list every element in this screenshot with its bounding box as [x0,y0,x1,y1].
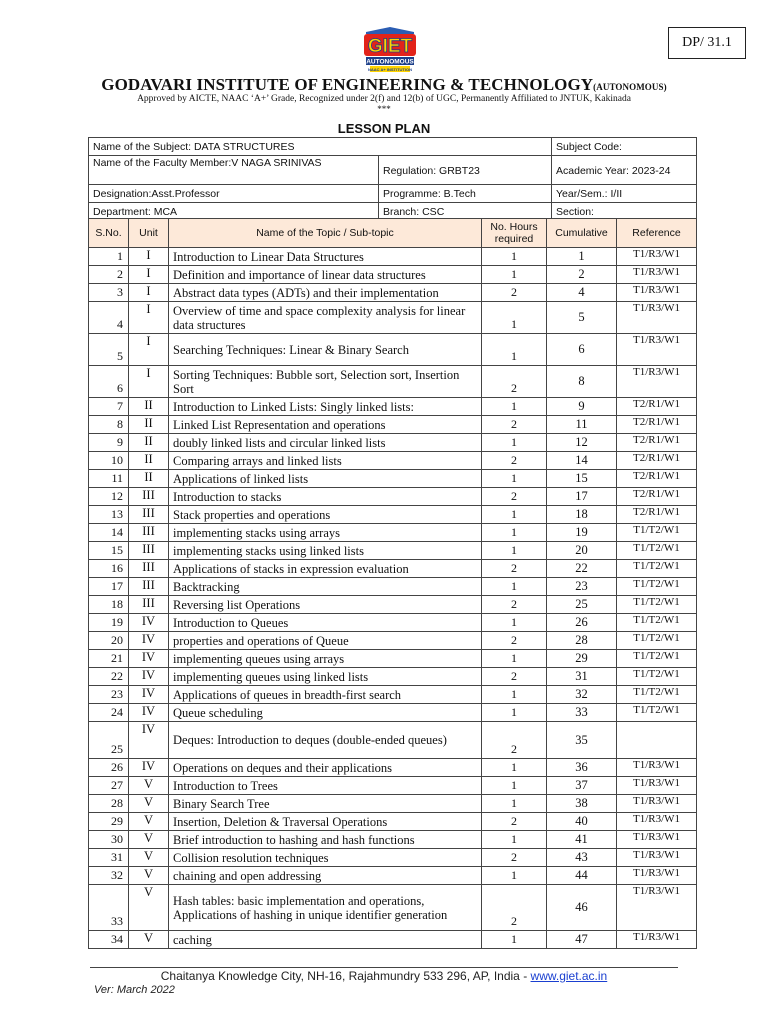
sno-cell: 15 [89,542,129,560]
topic-cell: Definition and importance of linear data structures [169,266,482,284]
unit-cell: I [129,334,169,366]
col-header-cumulative: Cumulative [547,219,617,248]
col-header-topic: Name of the Topic / Sub-topic [169,219,482,248]
unit-cell: I [129,284,169,302]
hours-cell: 1 [482,704,547,722]
reference-cell: T1/T2/W1 [617,560,697,578]
hours-cell: 1 [482,686,547,704]
hours-cell: 2 [482,452,547,470]
table-row [89,813,697,831]
table-row [89,795,697,813]
hours-cell: 1 [482,506,547,524]
cumulative-cell: 37 [547,777,617,795]
hours-cell: 2 [482,488,547,506]
topic-cell: Insertion, Deletion & Traversal Operations [169,813,482,831]
reference-cell: T2/R1/W1 [617,416,697,434]
unit-cell: II [129,470,169,488]
cumulative-cell: 1 [547,248,617,266]
cumulative-cell: 32 [547,686,617,704]
cumulative-cell: 33 [547,704,617,722]
topic-cell: Introduction to Linear Data Structures [169,248,482,266]
cumulative-cell: 38 [547,795,617,813]
topic-cell: Introduction to stacks [169,488,482,506]
unit-cell: IV [129,759,169,777]
hours-cell: 2 [482,849,547,867]
table-row [89,686,697,704]
unit-cell: I [129,248,169,266]
sno-cell: 17 [89,578,129,596]
hours-cell: 2 [482,596,547,614]
topic-cell: Binary Search Tree [169,795,482,813]
sno-cell: 23 [89,686,129,704]
cumulative-cell: 44 [547,867,617,885]
reference-cell: T2/R1/W1 [617,434,697,452]
hours-cell: 2 [482,284,547,302]
cumulative-cell: 18 [547,506,617,524]
topic-cell: Introduction to Queues [169,614,482,632]
info-row [89,185,697,203]
reference-cell: T1/T2/W1 [617,524,697,542]
topic-cell: Reversing list Operations [169,596,482,614]
faculty-name: Name of the Faculty Member:V NAGA SRINIVAS [89,156,379,185]
cumulative-cell: 25 [547,596,617,614]
sno-cell: 1 [89,248,129,266]
table-row [89,452,697,470]
cumulative-cell: 14 [547,452,617,470]
year-sem: Year/Sem.: I/II [552,185,697,203]
topic-cell: Sorting Techniques: Bubble sort, Selection sort, Insertion Sort [169,366,482,398]
cumulative-cell: 35 [547,722,617,759]
version-label: Ver: March 2022 [94,984,175,996]
topic-cell: caching [169,931,482,949]
reference-cell: T1/R3/W1 [617,885,697,931]
table-body [89,248,697,949]
unit-cell: III [129,560,169,578]
hours-cell: 1 [482,614,547,632]
unit-cell: II [129,452,169,470]
topic-cell: Stack properties and operations [169,506,482,524]
sno-cell: 31 [89,849,129,867]
sno-cell: 22 [89,668,129,686]
hours-cell: 1 [482,434,547,452]
sno-cell: 20 [89,632,129,650]
topic-cell: implementing stacks using linked lists [169,542,482,560]
unit-cell: IV [129,686,169,704]
hours-cell: 1 [482,302,547,334]
topic-cell: Introduction to Linked Lists: Singly linked lists: [169,398,482,416]
unit-cell: III [129,596,169,614]
hours-cell: 2 [482,632,547,650]
table-row [89,614,697,632]
hours-cell: 1 [482,398,547,416]
sno-cell: 21 [89,650,129,668]
table-row [89,542,697,560]
table-row [89,849,697,867]
sno-cell: 16 [89,560,129,578]
reference-cell: T2/R1/W1 [617,398,697,416]
table-header-row [89,219,697,248]
col-header-sno: S.No. [89,219,129,248]
unit-cell: V [129,849,169,867]
unit-cell: IV [129,614,169,632]
unit-cell: III [129,542,169,560]
sno-cell: 11 [89,470,129,488]
table-row [89,931,697,949]
sno-cell: 5 [89,334,129,366]
sno-cell: 24 [89,704,129,722]
cumulative-cell: 15 [547,470,617,488]
footer-address [90,969,678,983]
logo-sub-text: NAAC A+ INSTITUTION [368,67,412,72]
hours-cell: 1 [482,795,547,813]
topic-cell: doubly linked lists and circular linked lists [169,434,482,452]
reference-cell: T1/R3/W1 [617,334,697,366]
cumulative-cell: 19 [547,524,617,542]
logo-text: GIET [367,36,413,57]
table-row [89,722,697,759]
cumulative-cell: 46 [547,885,617,931]
reference-cell: T1/R3/W1 [617,931,697,949]
cumulative-cell: 28 [547,632,617,650]
sno-cell: 4 [89,302,129,334]
regulation: Regulation: GRBT23 [379,156,552,185]
reference-cell: T1/T2/W1 [617,542,697,560]
table-row [89,302,697,334]
cumulative-cell: 17 [547,488,617,506]
hours-cell: 1 [482,542,547,560]
designation: Designation:Asst.Professor [89,185,379,203]
table-row [89,867,697,885]
hours-cell: 1 [482,578,547,596]
reference-cell: T1/T2/W1 [617,596,697,614]
stars-separator: *** [377,104,391,114]
subject-code: Subject Code: [552,138,697,156]
topic-cell: implementing stacks using arrays [169,524,482,542]
topic-cell: Overview of time and space complexity analysis for linear data structures [169,302,482,334]
table-row [89,777,697,795]
academic-year: Academic Year: 2023-24 [552,156,697,185]
cumulative-cell: 2 [547,266,617,284]
reference-cell: T1/R3/W1 [617,777,697,795]
branch: Branch: CSC [379,203,552,221]
reference-cell: T1/R3/W1 [617,366,697,398]
topic-cell: Applications of linked lists [169,470,482,488]
reference-cell: T1/R3/W1 [617,759,697,777]
reference-cell: T1/T2/W1 [617,614,697,632]
topic-cell: Hash tables: basic implementation and operations, Applications of hashing in unique identifier generation [169,885,482,931]
cumulative-cell: 26 [547,614,617,632]
reference-cell: T1/R3/W1 [617,248,697,266]
topic-cell: Abstract data types (ADTs) and their implementation [169,284,482,302]
col-header-unit: Unit [129,219,169,248]
hours-cell: 2 [482,885,547,931]
topic-cell: Applications of queues in breadth-first search [169,686,482,704]
hours-cell: 2 [482,366,547,398]
sno-cell: 18 [89,596,129,614]
reference-cell: T1/T2/W1 [617,578,697,596]
sno-cell: 3 [89,284,129,302]
table-row [89,398,697,416]
table-row [89,831,697,849]
cumulative-cell: 23 [547,578,617,596]
topic-cell: Linked List Representation and operations [169,416,482,434]
reference-cell: T1/R3/W1 [617,284,697,302]
document-number: DP/ 31.1 [668,27,746,59]
sno-cell: 27 [89,777,129,795]
table-row [89,488,697,506]
lesson-plan-table [88,218,697,949]
website-link[interactable]: www.giet.ac.in [530,969,608,983]
sno-cell: 33 [89,885,129,931]
cumulative-cell: 36 [547,759,617,777]
sno-cell: 30 [89,831,129,849]
reference-cell: T2/R1/W1 [617,470,697,488]
hours-cell: 1 [482,759,547,777]
unit-cell: I [129,302,169,334]
reference-cell: T1/R3/W1 [617,867,697,885]
unit-cell: IV [129,668,169,686]
topic-cell: Backtracking [169,578,482,596]
col-header-hours: No. Hours required [482,219,547,248]
table-row [89,248,697,266]
info-row [89,156,697,185]
topic-cell: Introduction to Trees [169,777,482,795]
sno-cell: 19 [89,614,129,632]
approval-line: Approved by AICTE, NAAC ‘A+’ Grade, Recognized under 2(f) and 12(b) of UGC, Permanently Affiliated to JNTUK, Kakinada [137,94,631,104]
table-row [89,650,697,668]
cumulative-cell: 29 [547,650,617,668]
unit-cell: IV [129,632,169,650]
cumulative-cell: 5 [547,302,617,334]
topic-cell: Searching Techniques: Linear & Binary Search [169,334,482,366]
footer-divider [90,967,678,968]
unit-cell: I [129,266,169,284]
unit-cell: V [129,777,169,795]
unit-cell: IV [129,704,169,722]
table-row [89,284,697,302]
sno-cell: 29 [89,813,129,831]
hours-cell: 1 [482,831,547,849]
unit-cell: V [129,831,169,849]
table-row [89,668,697,686]
logo-band-text: AUTONOMOUS [366,58,414,66]
reference-cell: T1/R3/W1 [617,849,697,867]
cumulative-cell: 43 [547,849,617,867]
unit-cell: V [129,813,169,831]
sno-cell: 34 [89,931,129,949]
reference-cell: T2/R1/W1 [617,488,697,506]
topic-cell: Operations on deques and their applications [169,759,482,777]
sno-cell: 7 [89,398,129,416]
reference-cell: T1/R3/W1 [617,813,697,831]
cumulative-cell: 47 [547,931,617,949]
autonomous-label: (AUTONOMOUS) [593,82,667,92]
topic-cell: implementing queues using linked lists [169,668,482,686]
table-row [89,885,697,931]
topic-cell: implementing queues using arrays [169,650,482,668]
hours-cell: 2 [482,416,547,434]
info-row [89,138,697,156]
hours-cell: 1 [482,334,547,366]
reference-cell: T1/R3/W1 [617,266,697,284]
table-row [89,704,697,722]
table-row [89,759,697,777]
unit-cell: IV [129,722,169,759]
table-row [89,266,697,284]
unit-cell: IV [129,650,169,668]
unit-cell: V [129,867,169,885]
sno-cell: 8 [89,416,129,434]
unit-cell: II [129,434,169,452]
cumulative-cell: 40 [547,813,617,831]
sno-cell: 13 [89,506,129,524]
cumulative-cell: 31 [547,668,617,686]
table-row [89,470,697,488]
topic-cell: Comparing arrays and linked lists [169,452,482,470]
address-text: Chaitanya Knowledge City, NH-16, Rajahmundry 533 296, AP, India - [160,969,531,983]
topic-cell: Applications of stacks in expression evaluation [169,560,482,578]
programme: Programme: B.Tech [379,185,552,203]
hours-cell: 1 [482,867,547,885]
hours-cell: 1 [482,650,547,668]
table-row [89,366,697,398]
subject-name: Name of the Subject: DATA STRUCTURES [89,138,552,156]
table-row [89,632,697,650]
unit-cell: I [129,366,169,398]
sno-cell: 2 [89,266,129,284]
unit-cell: III [129,506,169,524]
reference-cell [617,722,697,759]
unit-cell: V [129,885,169,931]
topic-cell: Brief introduction to hashing and hash functions [169,831,482,849]
cumulative-cell: 22 [547,560,617,578]
institute-title: GODAVARI INSTITUTE OF ENGINEERING & TECHNOLOGY [101,75,594,94]
topic-cell: chaining and open addressing [169,867,482,885]
giet-logo [360,26,420,74]
hours-cell: 1 [482,266,547,284]
sno-cell: 10 [89,452,129,470]
topic-cell: Queue scheduling [169,704,482,722]
unit-cell: II [129,416,169,434]
cumulative-cell: 4 [547,284,617,302]
unit-cell: V [129,795,169,813]
lesson-plan-title: LESSON PLAN [337,121,431,136]
hours-cell: 2 [482,668,547,686]
hours-cell: 1 [482,248,547,266]
unit-cell: III [129,524,169,542]
sno-cell: 12 [89,488,129,506]
institute-name [0,75,768,95]
table-row [89,578,697,596]
topic-cell: properties and operations of Queue [169,632,482,650]
section: Section: [552,203,697,221]
unit-cell: III [129,578,169,596]
hours-cell: 1 [482,470,547,488]
table-row [89,416,697,434]
cumulative-cell: 6 [547,334,617,366]
table-row [89,596,697,614]
reference-cell: T2/R1/W1 [617,506,697,524]
cumulative-cell: 12 [547,434,617,452]
topic-cell: Collision resolution techniques [169,849,482,867]
info-table [88,137,697,221]
unit-cell: V [129,931,169,949]
sno-cell: 32 [89,867,129,885]
table-row [89,560,697,578]
col-header-reference: Reference [617,219,697,248]
hours-cell: 2 [482,722,547,759]
reference-cell: T1/T2/W1 [617,686,697,704]
cumulative-cell: 8 [547,366,617,398]
hours-cell: 1 [482,524,547,542]
reference-cell: T1/R3/W1 [617,795,697,813]
cumulative-cell: 20 [547,542,617,560]
cumulative-cell: 41 [547,831,617,849]
table-row [89,434,697,452]
hours-cell: 2 [482,813,547,831]
unit-cell: II [129,398,169,416]
topic-cell: Deques: Introduction to deques (double-ended queues) [169,722,482,759]
cumulative-cell: 9 [547,398,617,416]
reference-cell: T1/T2/W1 [617,650,697,668]
table-row [89,506,697,524]
sno-cell: 14 [89,524,129,542]
department: Department: MCA [89,203,379,221]
reference-cell: T1/T2/W1 [617,632,697,650]
table-row [89,524,697,542]
reference-cell: T1/R3/W1 [617,831,697,849]
reference-cell: T1/R3/W1 [617,302,697,334]
unit-cell: III [129,488,169,506]
cumulative-cell: 11 [547,416,617,434]
reference-cell: T1/T2/W1 [617,704,697,722]
table-row [89,334,697,366]
hours-cell: 1 [482,777,547,795]
hours-cell: 1 [482,931,547,949]
sno-cell: 28 [89,795,129,813]
sno-cell: 6 [89,366,129,398]
reference-cell: T2/R1/W1 [617,452,697,470]
sno-cell: 9 [89,434,129,452]
reference-cell: T1/T2/W1 [617,668,697,686]
sno-cell: 25 [89,722,129,759]
sno-cell: 26 [89,759,129,777]
hours-cell: 2 [482,560,547,578]
